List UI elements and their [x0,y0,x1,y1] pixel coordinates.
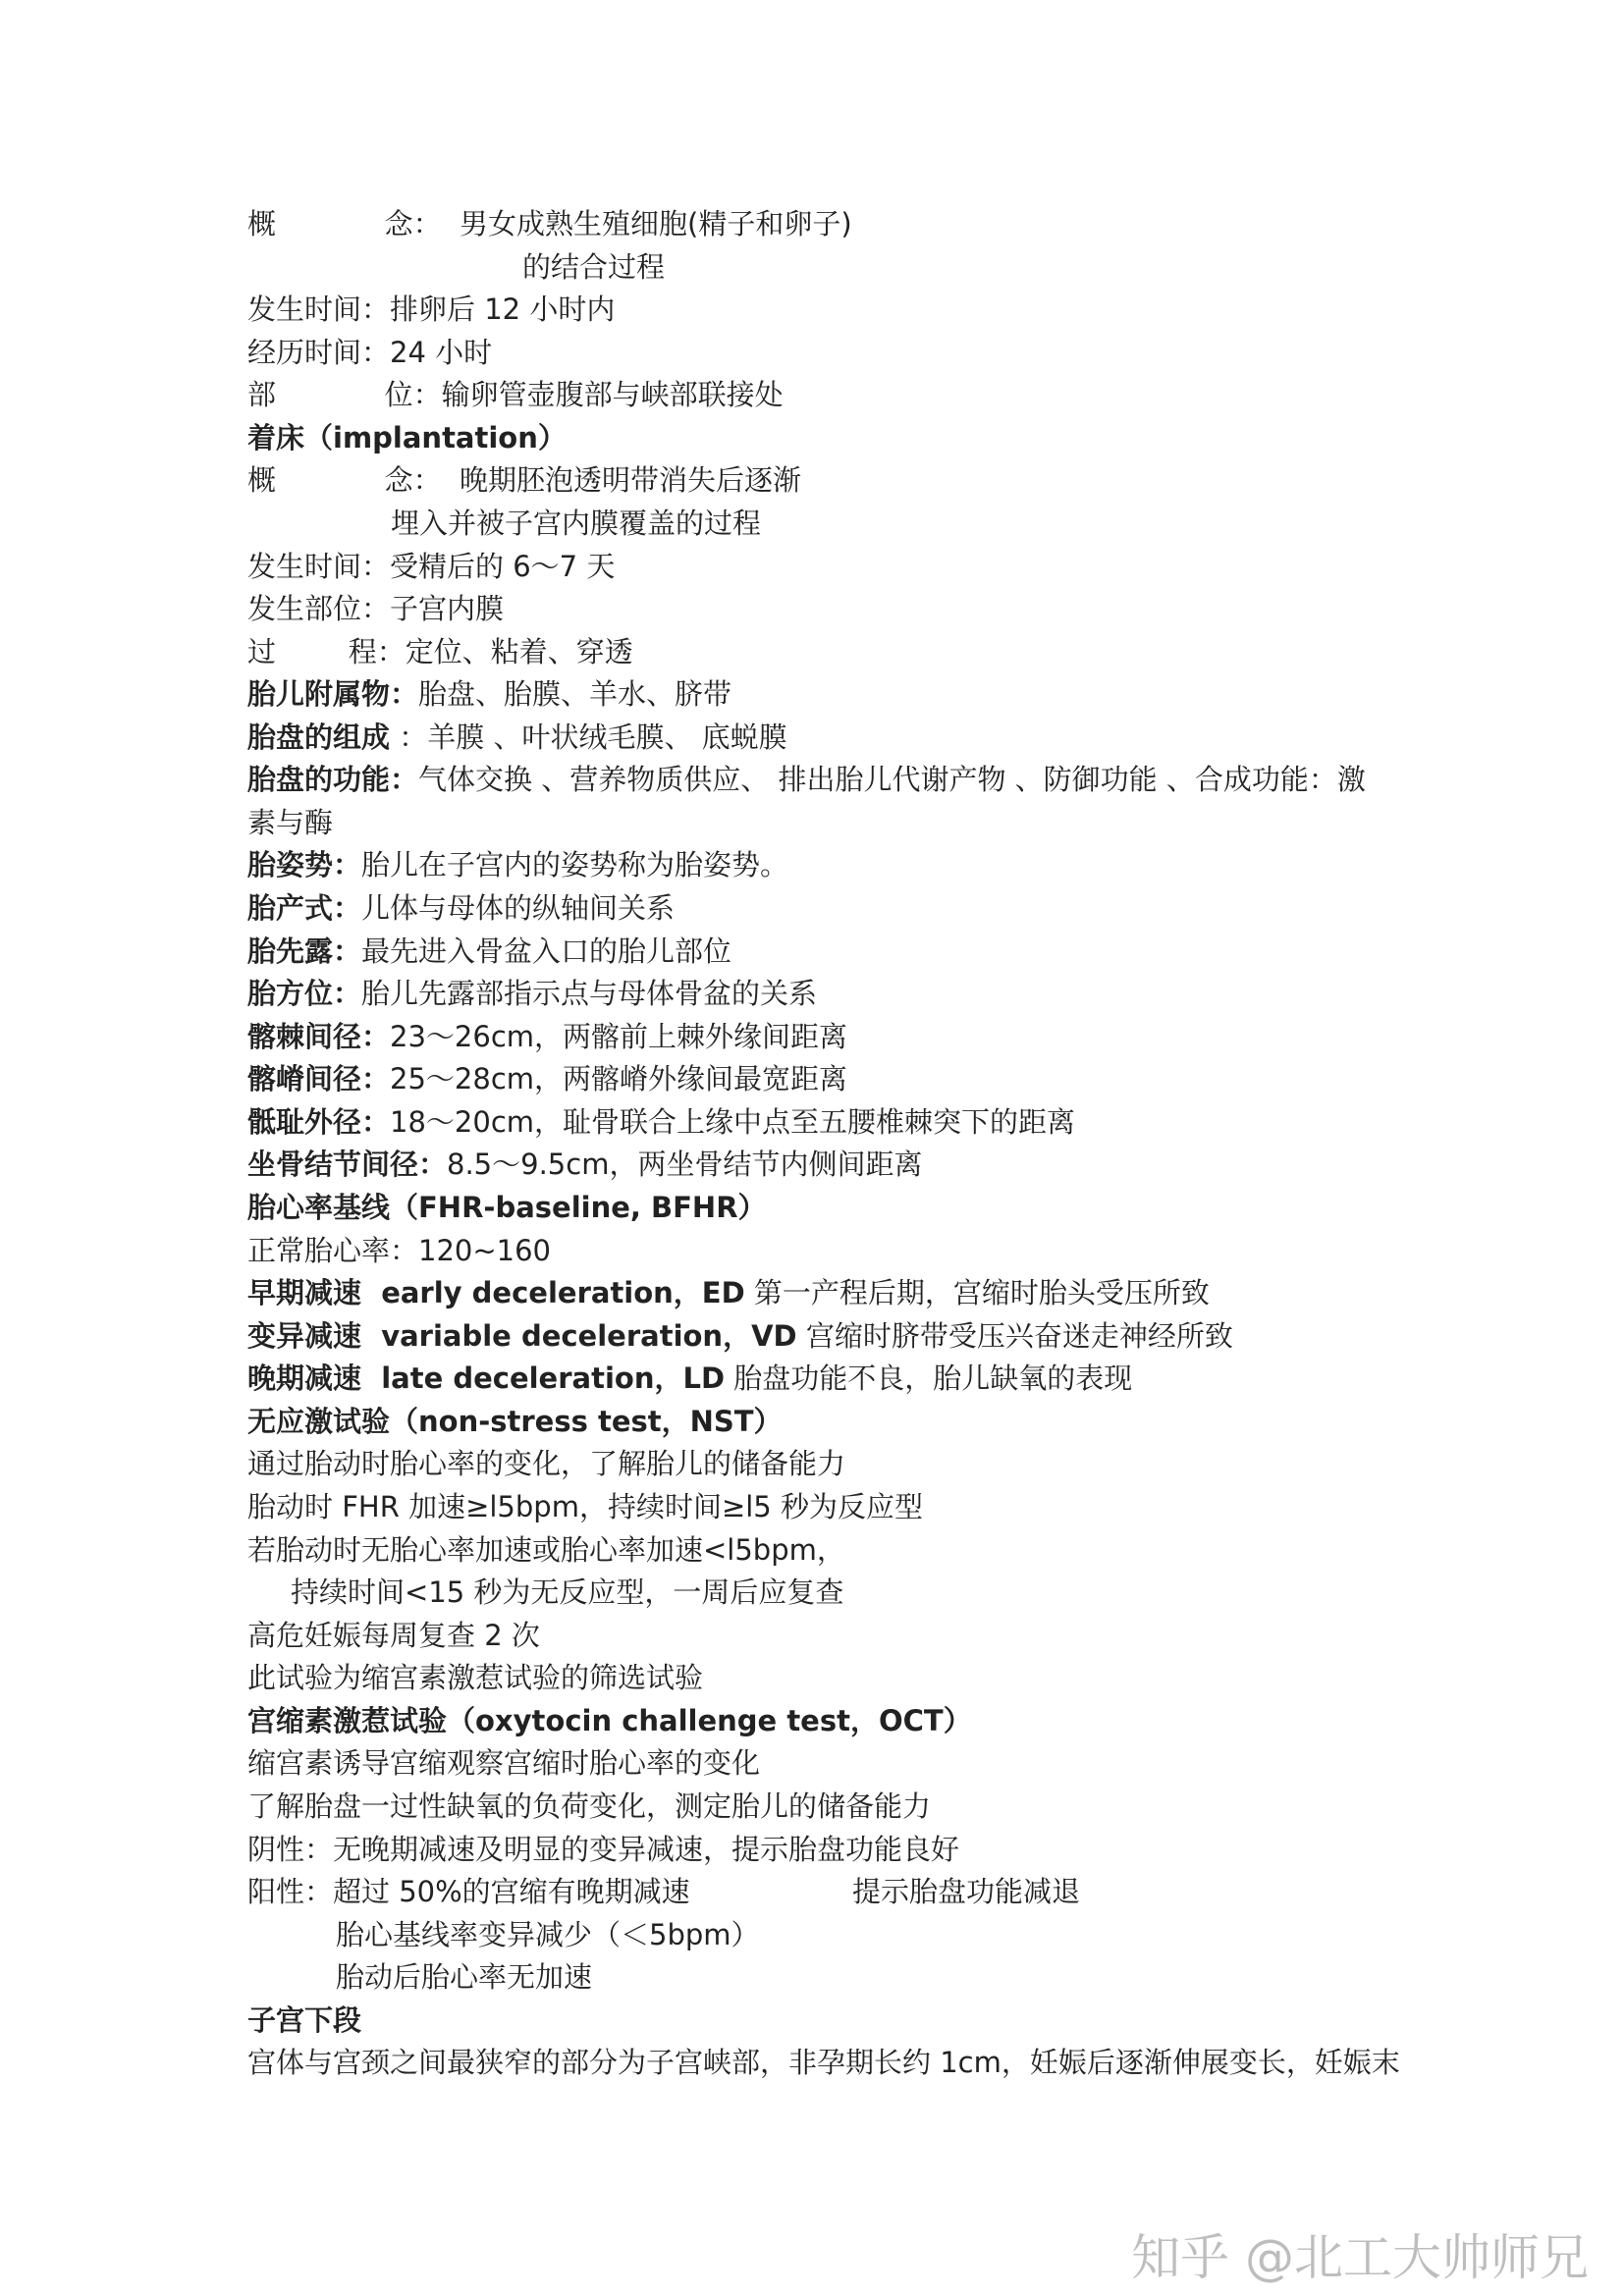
text-line [247,716,787,759]
bold-term: 髂嵴间径： [247,1062,391,1095]
line-text: 概 念： 男女成熟生殖细胞(精子和卵子) [247,207,852,240]
line-text: 发生部位：子宫内膜 [247,592,505,625]
line-text: 部 位：输卵管壶腹部与峡部联接处 [247,378,784,411]
line-text: 高危妊娠每周复查 2 次 [247,1619,540,1652]
line-text: 过 程：定位、粘着、穿透 [247,635,633,668]
text-line [247,1699,972,1742]
line-text: 若胎动时无胎心率加速或胎心率加速<l5bpm， [247,1533,845,1567]
line-text: 埋入并被子宫内膜覆盖的过程 [391,507,762,540]
text-line [247,1357,1132,1400]
bold-term: 变异减速 variable deceleration，VD [247,1319,797,1353]
text-line [247,1614,540,1657]
line-text: 的结合过程 [522,250,666,284]
text-line [247,930,731,973]
bold-term: 胎姿势： [247,848,362,881]
text-line [247,1100,1075,1144]
line-text: 正常胎心率：120~160 [247,1234,552,1267]
line-text: 宫缩时脐带受压兴奋迷走神经所致 [796,1319,1233,1353]
text-line [247,1314,1233,1358]
text-line [247,1186,767,1229]
line-text: 阳性：超过 50%的宫缩有晚期减速 [247,1875,690,1908]
line-text: 了解胎盘一过性缺氧的负荷变化，测定胎儿的储备能力 [247,1789,932,1823]
text-line [247,2041,1400,2084]
bold-term: 宫缩素激惹试验（oxytocin challenge test，OCT） [247,1704,972,1737]
text-line [247,1528,845,1572]
text-line [336,1955,592,1999]
text-line [247,758,1366,801]
text-line [247,1057,847,1100]
line-text: 胎动后胎心率无加速 [336,1960,593,1994]
text-line [391,502,761,545]
bold-term: 晚期减速 late deceleration，LD [247,1362,726,1395]
text-line [247,801,333,844]
line-text: 25～28cm，两髂嵴外缘间最宽距离 [390,1062,848,1095]
text-line [247,1442,845,1485]
line-text: 23～26cm，两髂前上棘外缘间距离 [390,1020,848,1053]
text-line [247,1143,922,1186]
line-text: 缩宫素诱导宫缩观察宫缩时胎心率的变化 [247,1746,761,1780]
text-line [247,1485,923,1528]
text-line [247,587,504,630]
line-text: 18～20cm，耻骨联合上缘中点至五腰椎棘突下的距离 [390,1105,1076,1139]
line-text: 最先进入骨盆入口的胎儿部位 [361,934,732,968]
text-line [247,1870,1081,1913]
line-text: 胎盘功能不良，胎儿缺氧的表现 [725,1362,1133,1395]
line-text: 胎心基线率变异减少（＜5bpm） [336,1918,760,1951]
bold-term: 胎先露： [247,934,362,968]
text-line [247,672,731,716]
line-text: 发生时间：受精后的 6～7 天 [247,550,616,583]
line-text: 胎动时 FHR 加速≥l5bpm，持续时间≥l5 秒为反应型 [247,1490,923,1523]
text-line [247,630,633,673]
text-line [247,202,852,245]
bold-term: 胎产式： [247,891,362,925]
text-line [522,245,665,289]
bold-term: 子宫下段 [247,2003,362,2037]
bold-term: 坐骨结节间径： [247,1148,448,1181]
text-line [247,972,817,1015]
line-text: 胎盘、胎膜、羊水、脐带 [418,677,732,711]
text-line [247,1656,703,1699]
bold-term: 胎心率基线（FHR-baseline, BFHR） [247,1191,767,1224]
text-line [336,1913,760,1956]
bold-term: 无应激试验（non-stress test，NST） [247,1405,783,1438]
line-text: 发生时间：排卵后 12 小时内 [247,293,616,326]
line-text: 宫体与宫颈之间最狭窄的部分为子宫峡部，非孕期长约 1cm，妊娠后逐渐伸展变长，妊娠末 [247,2046,1400,2079]
line-text: 素与酶 [247,806,334,839]
text-line [247,373,784,416]
bold-term: 着床（implantation） [247,421,567,454]
line-text: 阴性：无晚期减速及明显的变异减速，提示胎盘功能良好 [247,1833,960,1866]
text-line [247,1999,361,2042]
text-line [247,288,615,331]
line-text: 通过胎动时胎心率的变化，了解胎儿的储备能力 [247,1447,846,1480]
watermark: 知乎 @北工大帅师兄 [1131,2229,1589,2286]
line-text: 气体交换 、营养物质供应、 排出胎儿代谢产物 、防御功能 、合成功能：激 [418,763,1366,796]
line-text: 儿体与母体的纵轴间关系 [361,891,676,925]
bold-term: 胎方位： [247,977,362,1010]
line-text: 胎儿先露部指示点与母体骨盆的关系 [361,977,818,1010]
text-line [247,545,615,588]
text-line [291,1571,843,1614]
text-line [247,1271,1210,1314]
line-text: 概 念： 晚期胚泡透明带消失后逐渐 [247,463,802,497]
bold-term: 胎盘的组成 [247,721,391,754]
line-text: 经历时间：24 小时 [247,336,493,369]
text-line [247,843,788,886]
line-text: 胎儿在子宫内的姿势称为胎姿势。 [361,848,789,881]
line-text: 提示胎盘功能减退 [852,1875,1081,1908]
text-line [247,416,567,459]
line-text: 8.5～9.5cm，两坐骨结节内侧间距离 [447,1148,923,1181]
line-text: ：羊膜 、叶状绒毛膜、 底蜕膜 [390,721,787,754]
bold-term: 髂棘间径： [247,1020,391,1053]
line-text: 持续时间<15 秒为无反应型，一周后应复查 [291,1575,844,1609]
text-line [247,1229,551,1272]
bold-term: 胎盘的功能： [247,763,419,796]
text-line [247,458,801,502]
text-line [247,886,675,930]
text-line [247,1741,760,1785]
bold-term: 骶耻外径： [247,1105,391,1139]
text-line [247,1400,783,1443]
line-text: 第一产程后期，宫缩时胎头受压所致 [744,1276,1210,1309]
text-line [247,1828,959,1871]
text-line [247,1785,931,1828]
bold-term: 胎儿附属物： [247,677,419,711]
text-line [247,331,492,374]
line-text: 此试验为缩宫素激惹试验的筛选试验 [247,1661,704,1694]
text-line [247,1015,847,1058]
bold-term: 早期减速 early deceleration，ED [247,1276,745,1309]
